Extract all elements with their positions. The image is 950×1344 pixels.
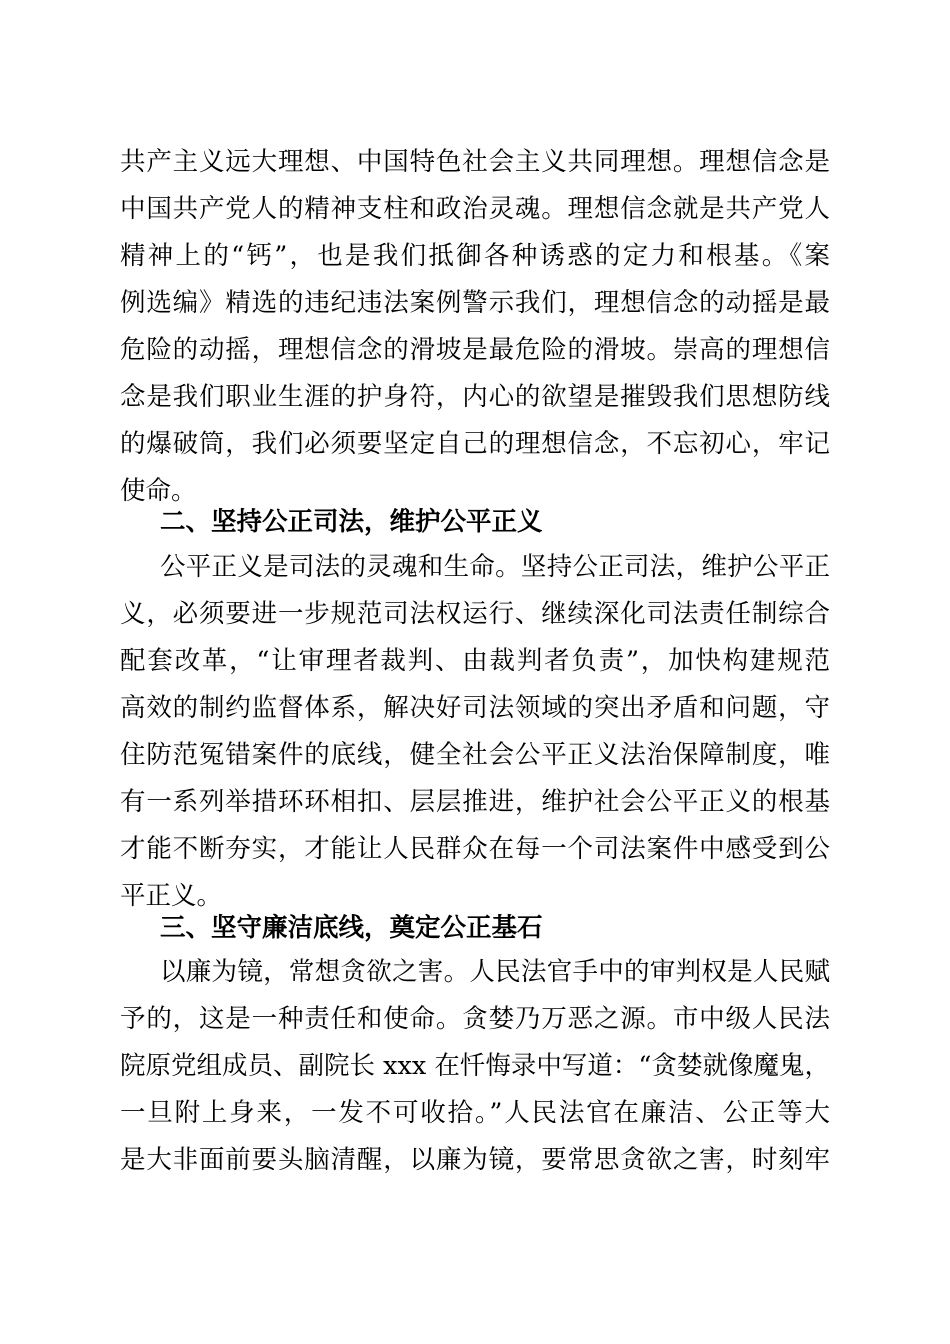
paragraph-line: 有一系列举措环环相扣、层层推进，维护社会公平正义的根基 — [120, 787, 830, 817]
paragraph-line: 的爆破筒，我们必须要坚定自己的理想信念，不忘初心，牢记 — [120, 429, 830, 459]
paragraph-line: 是大非面前要头脑清醒，以廉为镜，要常思贪欲之害，时刻牢 — [120, 1145, 830, 1175]
paragraph-line: 使命。 — [120, 476, 197, 506]
paragraph-line: 例选编》精选的违纪违法案例警示我们，理想信念的动摇是最 — [120, 288, 830, 318]
paragraph-line: 精神上的“钙”，也是我们抵御各种诱惑的定力和根基。《案 — [120, 241, 830, 271]
paragraph-line: 住防范冤错案件的底线，健全社会公平正义法治保障制度，唯 — [120, 740, 830, 770]
paragraph-line: 以廉为镜，常想贪欲之害。人民法官手中的审判权是人民赋 — [160, 957, 830, 987]
paragraph-line: 院原党组成员、副院长 xxx 在忏悔录中写道：“贪婪就像魔鬼， — [120, 1051, 830, 1081]
paragraph-line: 义，必须要进一步规范司法权运行、继续深化司法责任制综合 — [120, 599, 830, 629]
section-heading-3: 三、坚守廉洁底线，奠定公正基石 — [160, 913, 543, 943]
paragraph-line: 一旦附上身来，一发不可收拾。”人民法官在廉洁、公正等大 — [120, 1098, 830, 1128]
paragraph-line: 念是我们职业生涯的护身符，内心的欲望是摧毁我们思想防线 — [120, 382, 830, 412]
paragraph-line: 平正义。 — [120, 881, 223, 911]
section-heading-2: 二、坚持公正司法，维护公平正义 — [160, 507, 543, 537]
paragraph-line: 才能不断夯实，才能让人民群众在每一个司法案件中感受到公 — [120, 834, 830, 864]
paragraph-line: 危险的动摇，理想信念的滑坡是最危险的滑坡。崇高的理想信 — [120, 335, 830, 365]
paragraph-line: 配套改革，“让审理者裁判、由裁判者负责”，加快构建规范 — [120, 646, 830, 676]
paragraph-line: 中国共产党人的精神支柱和政治灵魂。理想信念就是共产党人 — [120, 194, 830, 224]
paragraph-line: 公平正义是司法的灵魂和生命。坚持公正司法，维护公平正 — [160, 552, 830, 582]
paragraph-line: 予的，这是一种责任和使命。贪婪乃万恶之源。市中级人民法 — [120, 1004, 830, 1034]
paragraph-line: 共产主义远大理想、中国特色社会主义共同理想。理想信念是 — [120, 147, 830, 177]
paragraph-line: 高效的制约监督体系，解决好司法领域的突出矛盾和问题，守 — [120, 693, 830, 723]
